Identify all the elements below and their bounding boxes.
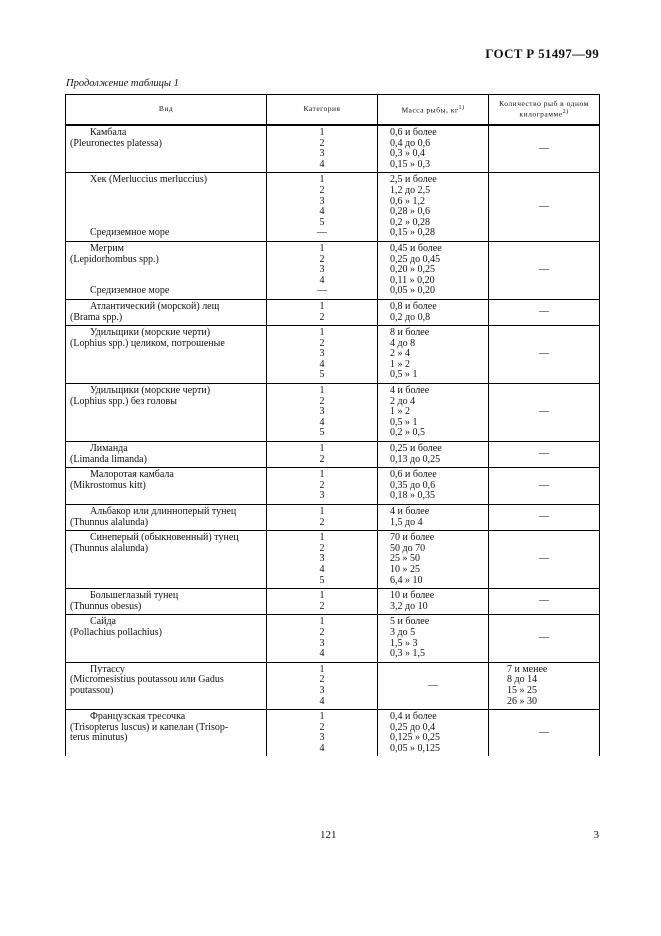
- mass-value: 5 и более: [390, 616, 430, 628]
- mass-cell: [378, 710, 489, 757]
- category-value: 4: [319, 563, 325, 575]
- mass-cell: [378, 589, 489, 615]
- mass-value: 1,5 » 3: [390, 637, 418, 649]
- category-value: 3: [319, 684, 325, 696]
- category-cell: [267, 442, 378, 468]
- count-value: 8 до 14: [507, 674, 538, 686]
- table-row: [66, 299, 600, 325]
- species-cell: [66, 662, 267, 709]
- category-value: 2: [319, 337, 325, 349]
- category-value: —: [317, 285, 327, 297]
- category-cell: [267, 531, 378, 589]
- species-name: Удильщики (морские черти): [90, 327, 211, 339]
- count-value: 26 » 30: [507, 695, 537, 707]
- category-value: 2: [319, 600, 325, 612]
- count-cell: [489, 326, 600, 384]
- species-latin-name: (Limanda limanda): [70, 453, 147, 465]
- species-cell: [66, 384, 267, 442]
- mass-value: 25 » 50: [390, 553, 420, 565]
- species-name: Французская тресочка: [90, 711, 186, 723]
- count-cell: [489, 662, 600, 709]
- category-value: 4: [319, 206, 325, 218]
- count-value: —: [539, 595, 549, 607]
- category-value: 1: [319, 616, 325, 628]
- species-cell: [66, 125, 267, 173]
- category-cell: [267, 589, 378, 615]
- table-row: [66, 615, 600, 662]
- species-name: Сайда: [90, 616, 116, 628]
- column-header-category: Категория: [267, 95, 378, 126]
- category-cell: [267, 326, 378, 384]
- species-name: Хек (Merluccius merluccius): [90, 174, 208, 186]
- table-continuation-caption: Продолжение таблицы 1: [66, 78, 179, 89]
- mass-value: 0,25 и более: [390, 443, 442, 455]
- species-name: Синеперый (обыкновенный) тунец: [90, 532, 239, 544]
- species-name: Атлантический (морской) лещ: [90, 300, 220, 312]
- category-value: 3: [319, 490, 325, 502]
- species-region-label: Средиземное море: [90, 227, 170, 239]
- category-value: 3: [319, 195, 325, 207]
- category-value: 2: [319, 721, 325, 733]
- mass-cell: [378, 299, 489, 325]
- category-cell: [267, 615, 378, 662]
- category-value: 2: [319, 626, 325, 638]
- table-row: [66, 468, 600, 505]
- mass-value: 1,2 до 2,5: [390, 184, 431, 196]
- mass-value: 0,4 до 0,6: [390, 137, 431, 149]
- mass-cell: [378, 531, 489, 589]
- category-value: 5: [319, 369, 325, 381]
- category-value: 2: [319, 253, 325, 265]
- species-latin-name: (Mikrostomus kitt): [70, 479, 146, 491]
- category-value: 4: [319, 158, 325, 170]
- category-value: 5: [319, 216, 325, 228]
- category-value: 1: [319, 174, 325, 186]
- category-value: 4: [319, 274, 325, 286]
- table-row: [66, 710, 600, 757]
- category-value: 1: [319, 327, 325, 339]
- category-value: —: [317, 227, 327, 239]
- category-value: 4: [319, 695, 325, 707]
- mass-value: 0,2 » 0,5: [390, 427, 425, 439]
- mass-value: 0,2 » 0,28: [390, 216, 430, 228]
- count-cell: [489, 173, 600, 242]
- mass-value: 8 и более: [390, 327, 430, 339]
- mass-value: 2 » 4: [390, 348, 410, 360]
- category-value: 5: [319, 574, 325, 586]
- count-cell: [489, 299, 600, 325]
- category-value: 3: [319, 348, 325, 360]
- category-value: 1: [319, 469, 325, 481]
- mass-value: 2,5 и более: [390, 174, 437, 186]
- category-value: 1: [319, 711, 325, 723]
- count-value: —: [539, 142, 549, 154]
- species-cell: [66, 710, 267, 757]
- count-cell: [489, 241, 600, 299]
- mass-value: 0,15 » 0,28: [390, 227, 435, 239]
- category-cell: [267, 384, 378, 442]
- mass-value: 0,05 » 0,125: [390, 742, 440, 754]
- category-cell: [267, 173, 378, 242]
- mass-value: 70 и более: [390, 532, 435, 544]
- count-cell: [489, 531, 600, 589]
- sheet-number: 3: [593, 829, 599, 841]
- count-value: —: [539, 448, 549, 460]
- column-header-mass: Масса рыбы, $кг^{1)}$: [378, 95, 489, 126]
- species-latin-name: (Lepidorhombus spp.): [70, 253, 159, 265]
- mass-cell: [378, 505, 489, 531]
- category-value: 2: [319, 184, 325, 196]
- species-cell: [66, 505, 267, 531]
- category-value: 1: [319, 532, 325, 544]
- mass-value: 1,5 до 4: [390, 516, 423, 528]
- species-latin-name: (Trisopterus luscus) и капелан (Trisop-: [70, 721, 229, 733]
- category-value: 2: [319, 453, 325, 465]
- table-row: [66, 589, 600, 615]
- species-latin-name: (Pollachius pollachius): [70, 626, 162, 638]
- mass-value: 4 и более: [390, 385, 430, 397]
- category-cell: [267, 505, 378, 531]
- count-cell: [489, 710, 600, 757]
- mass-value: 2 до 4: [390, 395, 416, 407]
- count-value: —: [539, 264, 549, 276]
- species-name: Лиманда: [90, 443, 128, 455]
- category-value: 1: [319, 242, 325, 254]
- species-latin-name: (Thunnus alalunda): [70, 542, 149, 554]
- mass-value: 4 и более: [390, 506, 430, 517]
- species-name: Удильщики (морские черти): [90, 385, 211, 397]
- mass-value: 0,8 и более: [390, 300, 437, 312]
- mass-value: 0,6 » 1,2: [390, 195, 425, 207]
- page-number: 121: [320, 829, 337, 841]
- mass-cell: [378, 125, 489, 173]
- category-value: 3: [319, 553, 325, 565]
- mass-value: 0,11 » 0,20: [390, 274, 435, 286]
- mass-value: 0,20 » 0,25: [390, 264, 435, 276]
- table-row: [66, 442, 600, 468]
- count-value: 7 и менее: [507, 663, 548, 675]
- mass-cell: [378, 615, 489, 662]
- category-value: 4: [319, 358, 325, 370]
- table-body: [66, 125, 600, 756]
- category-value: 2: [319, 479, 325, 491]
- count-value: —: [539, 553, 549, 565]
- count-value: 15 » 25: [507, 684, 537, 696]
- mass-value: 4 до 8: [390, 337, 416, 349]
- count-cell: [489, 468, 600, 505]
- mass-value: 0,05 » 0,20: [390, 285, 435, 297]
- species-cell: [66, 326, 267, 384]
- species-cell: [66, 531, 267, 589]
- species-region-label: Средиземное море: [90, 285, 170, 297]
- mass-value: 0,15 » 0,3: [390, 158, 430, 170]
- count-value: —: [539, 511, 549, 523]
- category-value: 4: [319, 648, 325, 660]
- species-name: Камбала: [90, 127, 127, 138]
- count-value: —: [539, 200, 549, 212]
- category-value: 2: [319, 395, 325, 407]
- table-header-row: [66, 95, 600, 126]
- mass-cell: [378, 241, 489, 299]
- species-cell: [66, 241, 267, 299]
- count-cell: [489, 505, 600, 531]
- mass-value: 0,2 до 0,8: [390, 311, 431, 323]
- standard-designation: ГОСТ Р 51497—99: [485, 46, 599, 61]
- mass-value: 0,5 » 1: [390, 416, 418, 428]
- mass-value: 0,25 до 0,4: [390, 721, 436, 733]
- species-cell: [66, 589, 267, 615]
- count-cell: [489, 442, 600, 468]
- category-cell: [267, 299, 378, 325]
- mass-value: 0,28 » 0,6: [390, 206, 430, 218]
- mass-value: 1 » 2: [390, 406, 410, 418]
- mass-value: 1 » 2: [390, 358, 410, 370]
- mass-value: 0,6 и более: [390, 469, 437, 481]
- table-row: [66, 241, 600, 299]
- species-cell: [66, 468, 267, 505]
- table-row: [66, 173, 600, 242]
- count-cell: [489, 384, 600, 442]
- species-latin-name: (Micromesistius poutassou или Gadus: [70, 674, 224, 686]
- mass-cell: [378, 442, 489, 468]
- mass-value: 3 до 5: [390, 626, 416, 638]
- mass-cell: [378, 384, 489, 442]
- category-value: 1: [319, 443, 325, 455]
- count-value: —: [539, 348, 549, 360]
- category-value: 2: [319, 516, 325, 528]
- species-name: Большеглазый тунец: [90, 590, 179, 602]
- category-cell: [267, 710, 378, 757]
- category-value: 4: [319, 742, 325, 754]
- count-cell: [489, 589, 600, 615]
- category-value: 3: [319, 637, 325, 649]
- category-cell: [267, 125, 378, 173]
- species-latin-name: (Thunnus alalunda): [70, 516, 149, 528]
- table-row: [66, 384, 600, 442]
- category-value: 1: [319, 127, 325, 138]
- mass-value: 0,4 и более: [390, 711, 437, 723]
- category-cell: [267, 241, 378, 299]
- table-row: [66, 531, 600, 589]
- mass-value: 0,125 » 0,25: [390, 732, 440, 744]
- species-latin-name: (Brama spp.): [70, 311, 123, 323]
- category-value: 4: [319, 416, 325, 428]
- count-value: —: [539, 479, 549, 491]
- category-value: 3: [319, 264, 325, 276]
- species-latin-name: poutassou): [70, 684, 114, 696]
- category-value: 2: [319, 674, 325, 686]
- table-row: [66, 505, 600, 531]
- mass-cell: [378, 173, 489, 242]
- species-cell: [66, 615, 267, 662]
- species-latin-name: (Pleuronectes platessa): [70, 137, 162, 149]
- mass-cell: [378, 468, 489, 505]
- species-cell: [66, 442, 267, 468]
- category-value: 1: [319, 590, 325, 602]
- mass-value: 0,13 до 0,25: [390, 453, 441, 465]
- species-latin-name: (Lophius spp.) без головы: [70, 395, 177, 407]
- mass-value: 0,3 » 0,4: [390, 148, 425, 160]
- category-value: 1: [319, 300, 325, 312]
- species-cell: [66, 299, 267, 325]
- category-cell: [267, 468, 378, 505]
- mass-cell: [378, 662, 489, 709]
- count-cell: [489, 615, 600, 662]
- table-row: [66, 662, 600, 709]
- table-row: [66, 125, 600, 173]
- species-name: Мегрим: [90, 242, 124, 254]
- count-value: —: [539, 406, 549, 418]
- species-name: Альбакор или длинноперый тунец: [90, 506, 237, 517]
- species-name: Малоротая камбала: [90, 469, 174, 481]
- mass-value: 50 до 70: [390, 542, 426, 554]
- count-value: —: [539, 632, 549, 644]
- mass-value: 0,25 до 0,45: [390, 253, 441, 265]
- species-cell: [66, 173, 267, 242]
- mass-value: 10 » 25: [390, 563, 420, 575]
- mass-value: 0,3 » 1,5: [390, 648, 425, 660]
- mass-value: 10 и более: [390, 590, 435, 602]
- category-value: 3: [319, 148, 325, 160]
- mass-value: 3,2 до 10: [390, 600, 428, 612]
- species-latin-name: (Thunnus obesus): [70, 600, 142, 612]
- column-header-count: Количество рыб в одном килограмме$^{2)}$: [489, 95, 600, 126]
- category-value: 3: [319, 406, 325, 418]
- category-value: 1: [319, 663, 325, 675]
- mass-value: 6,4 » 10: [390, 574, 423, 586]
- column-header-species: Вид: [66, 95, 267, 126]
- category-value: 1: [319, 385, 325, 397]
- mass-value: 0,5 » 1: [390, 369, 418, 381]
- category-value: 3: [319, 732, 325, 744]
- fish-size-table: [65, 94, 600, 756]
- category-value: 2: [319, 542, 325, 554]
- mass-cell: [378, 326, 489, 384]
- table-row: [66, 326, 600, 384]
- category-value: 2: [319, 137, 325, 149]
- mass-value: 0,45 и более: [390, 242, 442, 254]
- mass-value: 0,18 » 0,35: [390, 490, 435, 502]
- mass-value: —: [428, 679, 438, 691]
- mass-value: 0,6 и более: [390, 127, 437, 138]
- category-value: 5: [319, 427, 325, 439]
- species-name: Путассу: [90, 663, 125, 675]
- category-value: 2: [319, 311, 325, 323]
- species-latin-name: (Lophius spp.) целиком, потрошеные: [70, 337, 225, 349]
- mass-value: 0,35 до 0,6: [390, 479, 436, 491]
- species-latin-name: terus minutus): [70, 732, 128, 744]
- category-cell: [267, 662, 378, 709]
- count-cell: [489, 125, 600, 173]
- category-value: 1: [319, 506, 325, 517]
- count-value: —: [539, 726, 549, 738]
- count-value: —: [539, 306, 549, 318]
